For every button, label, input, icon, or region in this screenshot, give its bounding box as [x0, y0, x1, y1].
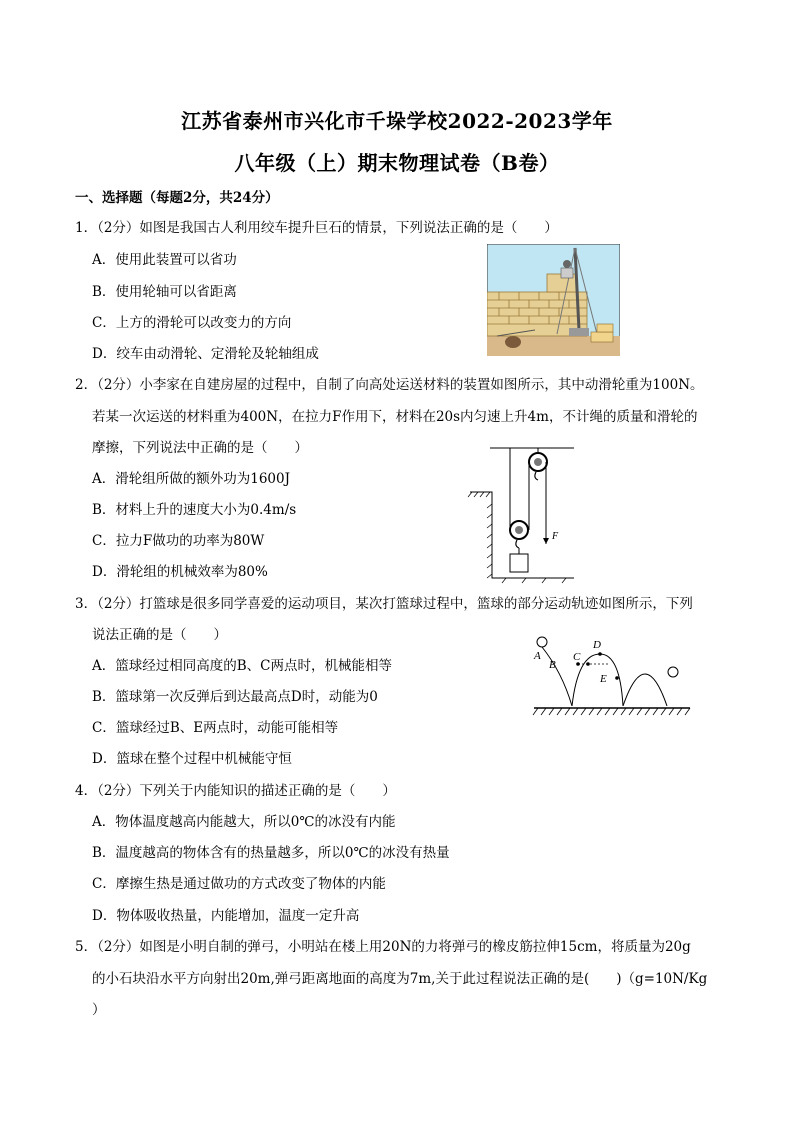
q4-option-a: A．物体温度越高内能越大，所以0℃的冰没有内能	[92, 814, 396, 830]
point-label-e: E	[600, 673, 607, 685]
q2-stem-line3: 摩擦，下列说法中正确的是（ ）	[92, 440, 308, 456]
q3-stem-line2: 说法正确的是（ ）	[92, 627, 227, 643]
force-label-f: F	[552, 531, 559, 542]
basketball-trajectory-diagram	[530, 632, 694, 718]
q5-stem-line3: ）	[92, 1002, 106, 1018]
q2-stem-line2: 若某一次运送的材料重为400N，在拉力F作用下，材料在20s内匀速上升4m，不计绳的质量和滑轮的	[92, 409, 698, 425]
q5-stem-line2: 的小石块沿水平方向射出20m,弹弓距离地面的高度为7m,关于此过程说法正确的是( )（g=10N/Kg	[92, 971, 708, 987]
section-heading: 一、选择题（每题2分，共24分）	[75, 190, 279, 206]
q2-option-d: D．滑轮组的机械效率为80%	[92, 564, 268, 580]
q2-option-b: B．材料上升的速度大小为0.4m/s	[92, 502, 297, 518]
point-label-c: C	[573, 651, 581, 663]
exam-title-line1: 江苏省泰州市兴化市千垛学校2022-2023学年	[181, 109, 613, 133]
q5-stem-line1: 5．（2分）如图是小明自制的弹弓，小明站在楼上用20N的力将弹弓的橡皮筋拉伸15cm，将质量为20g	[75, 939, 691, 955]
q1-option-b: B．使用轮轴可以省距离	[92, 284, 237, 300]
q1-option-c: C．上方的滑轮可以改变力的方向	[92, 315, 292, 331]
q2-option-c: C．拉力F做功的功率为80W	[92, 533, 265, 549]
q4-option-b: B．温度越高的物体含有的热量越多，所以0℃的冰没有热量	[92, 845, 450, 861]
point-label-b: B	[549, 659, 556, 671]
q2-option-a: A．滑轮组所做的额外功为1600J	[92, 471, 291, 487]
point-label-d: D	[593, 639, 601, 651]
q4-option-c: C．摩擦生热是通过做功的方式改变了物体的内能	[92, 876, 386, 892]
q4-stem: 4．（2分）下列关于内能知识的描述正确的是（ ）	[75, 783, 396, 799]
q1-option-a: A．使用此装置可以省功	[92, 252, 237, 268]
q3-option-a: A．篮球经过相同高度的B、C两点时，机械能相等	[92, 658, 392, 674]
q3-option-b: B．篮球第一次反弹后到达最高点D时，动能为0	[92, 689, 378, 705]
q4-option-d: D．物体吸收热量，内能增加，温度一定升高	[92, 908, 360, 924]
q3-option-c: C．篮球经过B、E两点时，动能可能相等	[92, 720, 339, 736]
q2-stem-line1: 2．（2分）小李家在自建房屋的过程中，自制了向高处运送材料的装置如图所示，其中动滑轮重为100N。	[75, 377, 704, 393]
q1-stem: 1．（2分）如图是我国古人利用绞车提升巨石的情景，下列说法正确的是（ ）	[75, 220, 558, 236]
point-label-a: A	[534, 650, 541, 662]
pulley-system-diagram	[466, 444, 578, 584]
q3-stem-line1: 3．（2分）打篮球是很多同学喜爱的运动项目，某次打篮球过程中，篮球的部分运动轨迹如图所示，下列	[75, 596, 693, 612]
q1-option-d: D．绞车由动滑轮、定滑轮及轮轴组成	[92, 346, 319, 362]
exam-title-line2: 八年级（上）期末物理试卷（B卷）	[234, 151, 560, 175]
windlass-illustration	[487, 244, 620, 356]
q3-option-d: D．篮球在整个过程中机械能守恒	[92, 751, 292, 767]
